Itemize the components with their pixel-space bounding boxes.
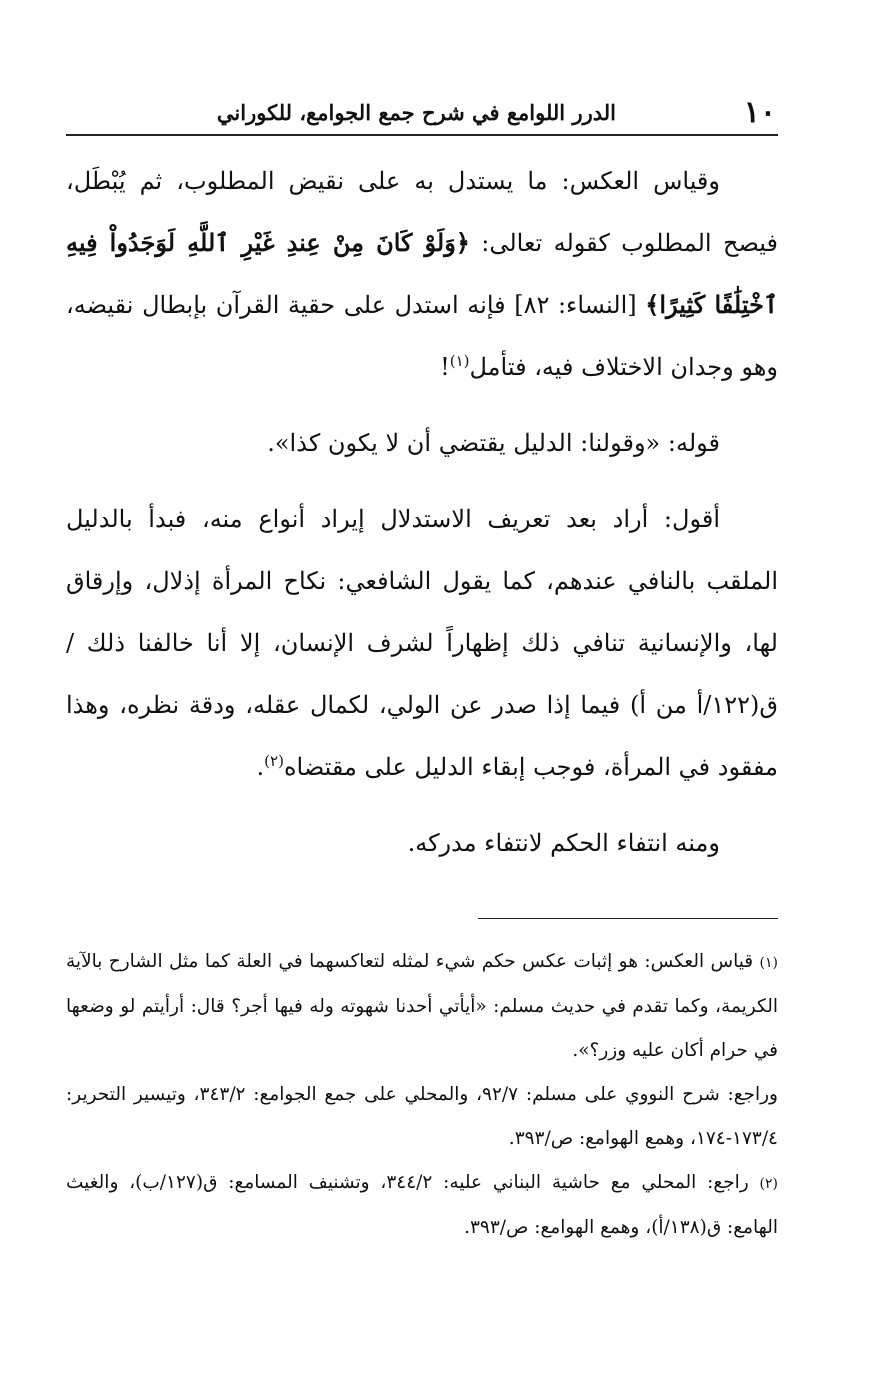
footnote-1-references: وراجع: شرح النووي على مسلم: ٩٢/٧، والمحلي على جمع الجوامع: ٣٤٣/٢، وتيسير التحرير: ١٧٣/٤-١٧٤، وهمع الهوامع: ص/٣٩٣. — [66, 1084, 778, 1149]
paragraph-text: أقول: أراد بعد تعريف الاستدلال إيراد أنواع منه، فبدأ بالدليل الملقب بالنافي عندهم، كما يقول الشافعي: نكاح المرأة إذلال، وإرقاق لها، والإنسانية تنافي ذلك إظهاراً لشرف الإنسان، إلا أنا خالفنا ذلك / ق(١٢٢/أ من أ) فيما إذا صدر عن الولي، لكمال عقله، ودقة نظره، وهذا مفقود في المرأة، فوجب إبقاء الدليل على مقتضاه — [66, 505, 778, 781]
paragraph-reverse-analogy — [66, 150, 778, 398]
footnote-number: (٢) — [759, 1176, 778, 1192]
page-number: ١٠ — [743, 95, 776, 130]
spacer — [66, 398, 778, 412]
footnote-text: قياس العكس: هو إثبات عكس حكم شيء لمثله لتعاكسهما في العلة كما مثل الشارح بالآية الكريمة، وكما تقدم في حديث مسلم: «أيأتي أحدنا شهوته وله فيها أجر؟ قال: أرأيتم لو وضعها في حرام أكان عليه وزر؟». — [66, 951, 778, 1061]
punctuation: ! — [440, 353, 450, 381]
quran-verse: ﴿وَلَوْ كَانَ مِنْ عِندِ غَيْرِ ٱللَّهِ لَوَجَدُواْ فِيهِ ٱخْتِلَٰفًا كَثِيرًا﴾ — [66, 228, 779, 319]
punctuation: . — [256, 753, 265, 781]
footnote-marker: (١) — [449, 352, 470, 370]
footnote-text: راجع: المحلي مع حاشية البناني عليه: ٣٤٤/٢، وتشنيف المسامع: ق(١٢٧/ب)، والغيث الهامع: ق(١٣٨/أ)، وهمع الهوامع: ص/٣٩٣. — [66, 1172, 778, 1238]
paragraph-text: وقياس العكس: ما يستدل به على نقيض المطلوب، ثم يُبْطَل، فيصح المطلوب كقوله تعالى: — [66, 167, 778, 257]
paragraph-quote: قوله: «وقولنا: الدليل يقتضي أن لا يكون كذا». — [267, 429, 720, 457]
page-header — [66, 96, 776, 130]
footnotes — [66, 940, 778, 1250]
spacer — [66, 798, 778, 812]
paragraph-closing: ومنه انتفاء الحكم لانتفاء مدركه. — [407, 829, 720, 857]
main-text — [66, 150, 778, 874]
footnote-marker: (٢) — [264, 752, 284, 770]
paragraph-commentary — [66, 488, 778, 798]
spacer — [66, 474, 778, 488]
paragraph-text: [النساء: ٨٢] فإنه استدل على حقية القرآن بإبطال نقيضه، وهو وجدان الاختلاف فيه، فتأمل — [66, 291, 778, 381]
footnote-number: (١) — [759, 955, 778, 971]
running-title: الدرر اللوامع في شرح جمع الجوامع، للكوراني — [216, 100, 616, 125]
header-rule — [66, 134, 778, 136]
footnote-2 — [66, 1161, 778, 1250]
footnote-1 — [66, 940, 778, 1073]
footnote-rule — [478, 918, 778, 919]
